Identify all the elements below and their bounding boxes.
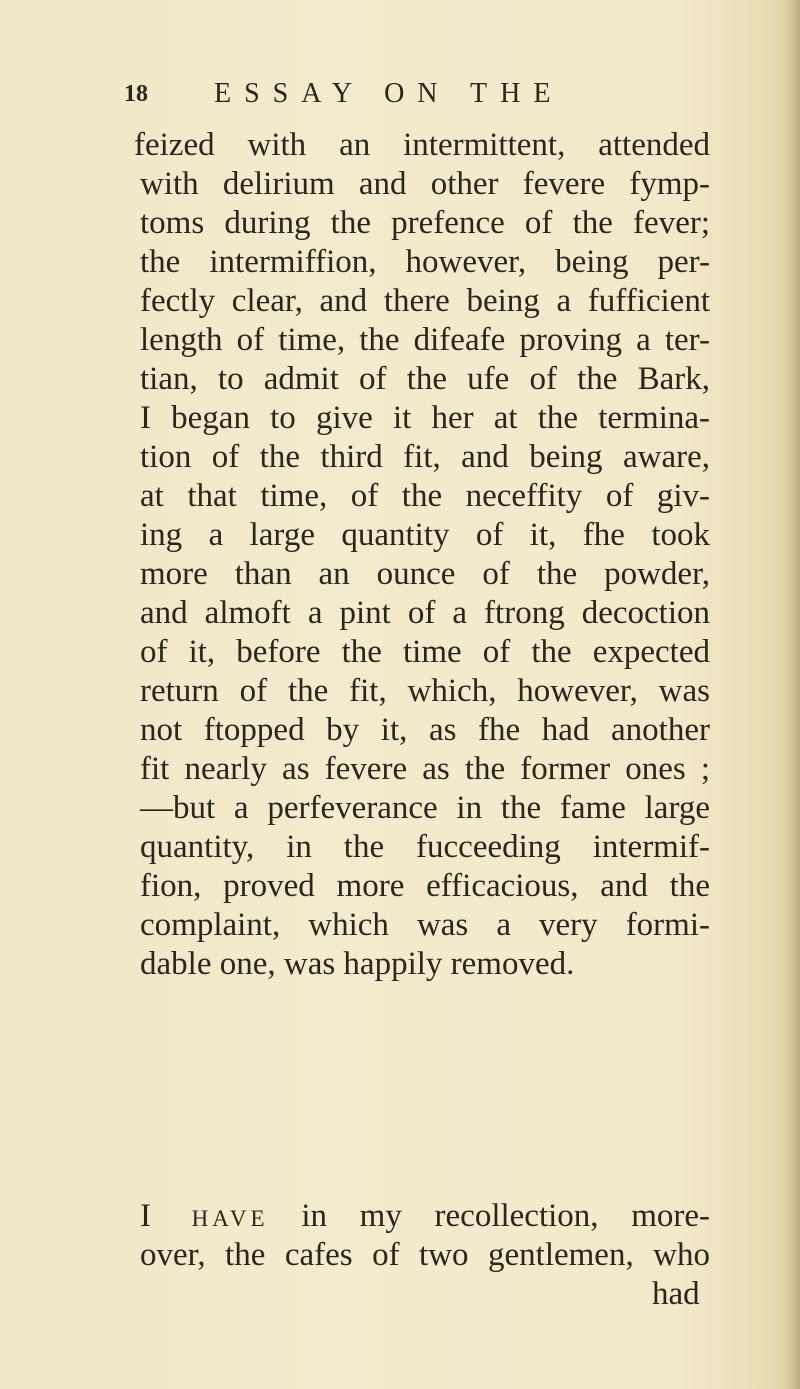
text-line: more than an ounce of the powder,: [140, 556, 710, 592]
text-line: toms during the prefence of the fever;: [140, 205, 710, 241]
text-line: length of time, the difeafe proving a ter-: [140, 322, 710, 358]
text-line: feized with an intermittent, attended: [134, 127, 710, 163]
text-line: the intermiffion, however, being per-: [140, 244, 710, 280]
text-line: ing a large quantity of it, fhe took: [140, 517, 710, 553]
text-line: fectly clear, and there being a fufficient: [140, 283, 710, 319]
text-line: of it, before the time of the expected: [140, 634, 710, 670]
text-line: tian, to admit of the ufe of the Bark,: [140, 361, 710, 397]
text-line: quantity, in the fucceeding intermif-: [140, 829, 710, 865]
text-line: —but a perfeverance in the fame large: [140, 790, 710, 826]
text-line: fit nearly as fevere as the former ones ;: [140, 751, 710, 787]
catchword: had: [652, 1276, 700, 1312]
running-head: ESSAY ON THE: [214, 78, 564, 109]
text-line: dable one, was happily removed.: [140, 946, 575, 982]
page-edge-shadow: [786, 0, 800, 1389]
text-line: over, the cafes of two gentlemen, who: [140, 1237, 710, 1273]
text-line: fion, proved more efficacious, and the: [140, 868, 710, 904]
paragraph-2: [140, 1197, 710, 1275]
paragraph-1: [134, 126, 710, 984]
text-line: not ftopped by it, as fhe had another: [140, 712, 710, 748]
text-line: complaint, which was a very formi-: [140, 907, 710, 943]
line-rest: in my recollection, more-: [301, 1198, 711, 1234]
text-line: at that time, of the neceffity of giv-: [140, 478, 710, 514]
text-line: and almoft a pint of a ftrong decoction: [140, 595, 710, 631]
page-header: [124, 74, 594, 114]
page-number: 18: [124, 81, 148, 107]
text-line: tion of the third fit, and being aware,: [140, 439, 710, 475]
text-line: return of the fit, which, however, was: [140, 673, 710, 709]
paragraph-opening: I have: [140, 1198, 269, 1234]
text-line: [140, 1197, 710, 1236]
text-line: with delirium and other fevere fymp-: [140, 166, 710, 202]
text-line: I began to give it her at the termina-: [140, 400, 710, 436]
